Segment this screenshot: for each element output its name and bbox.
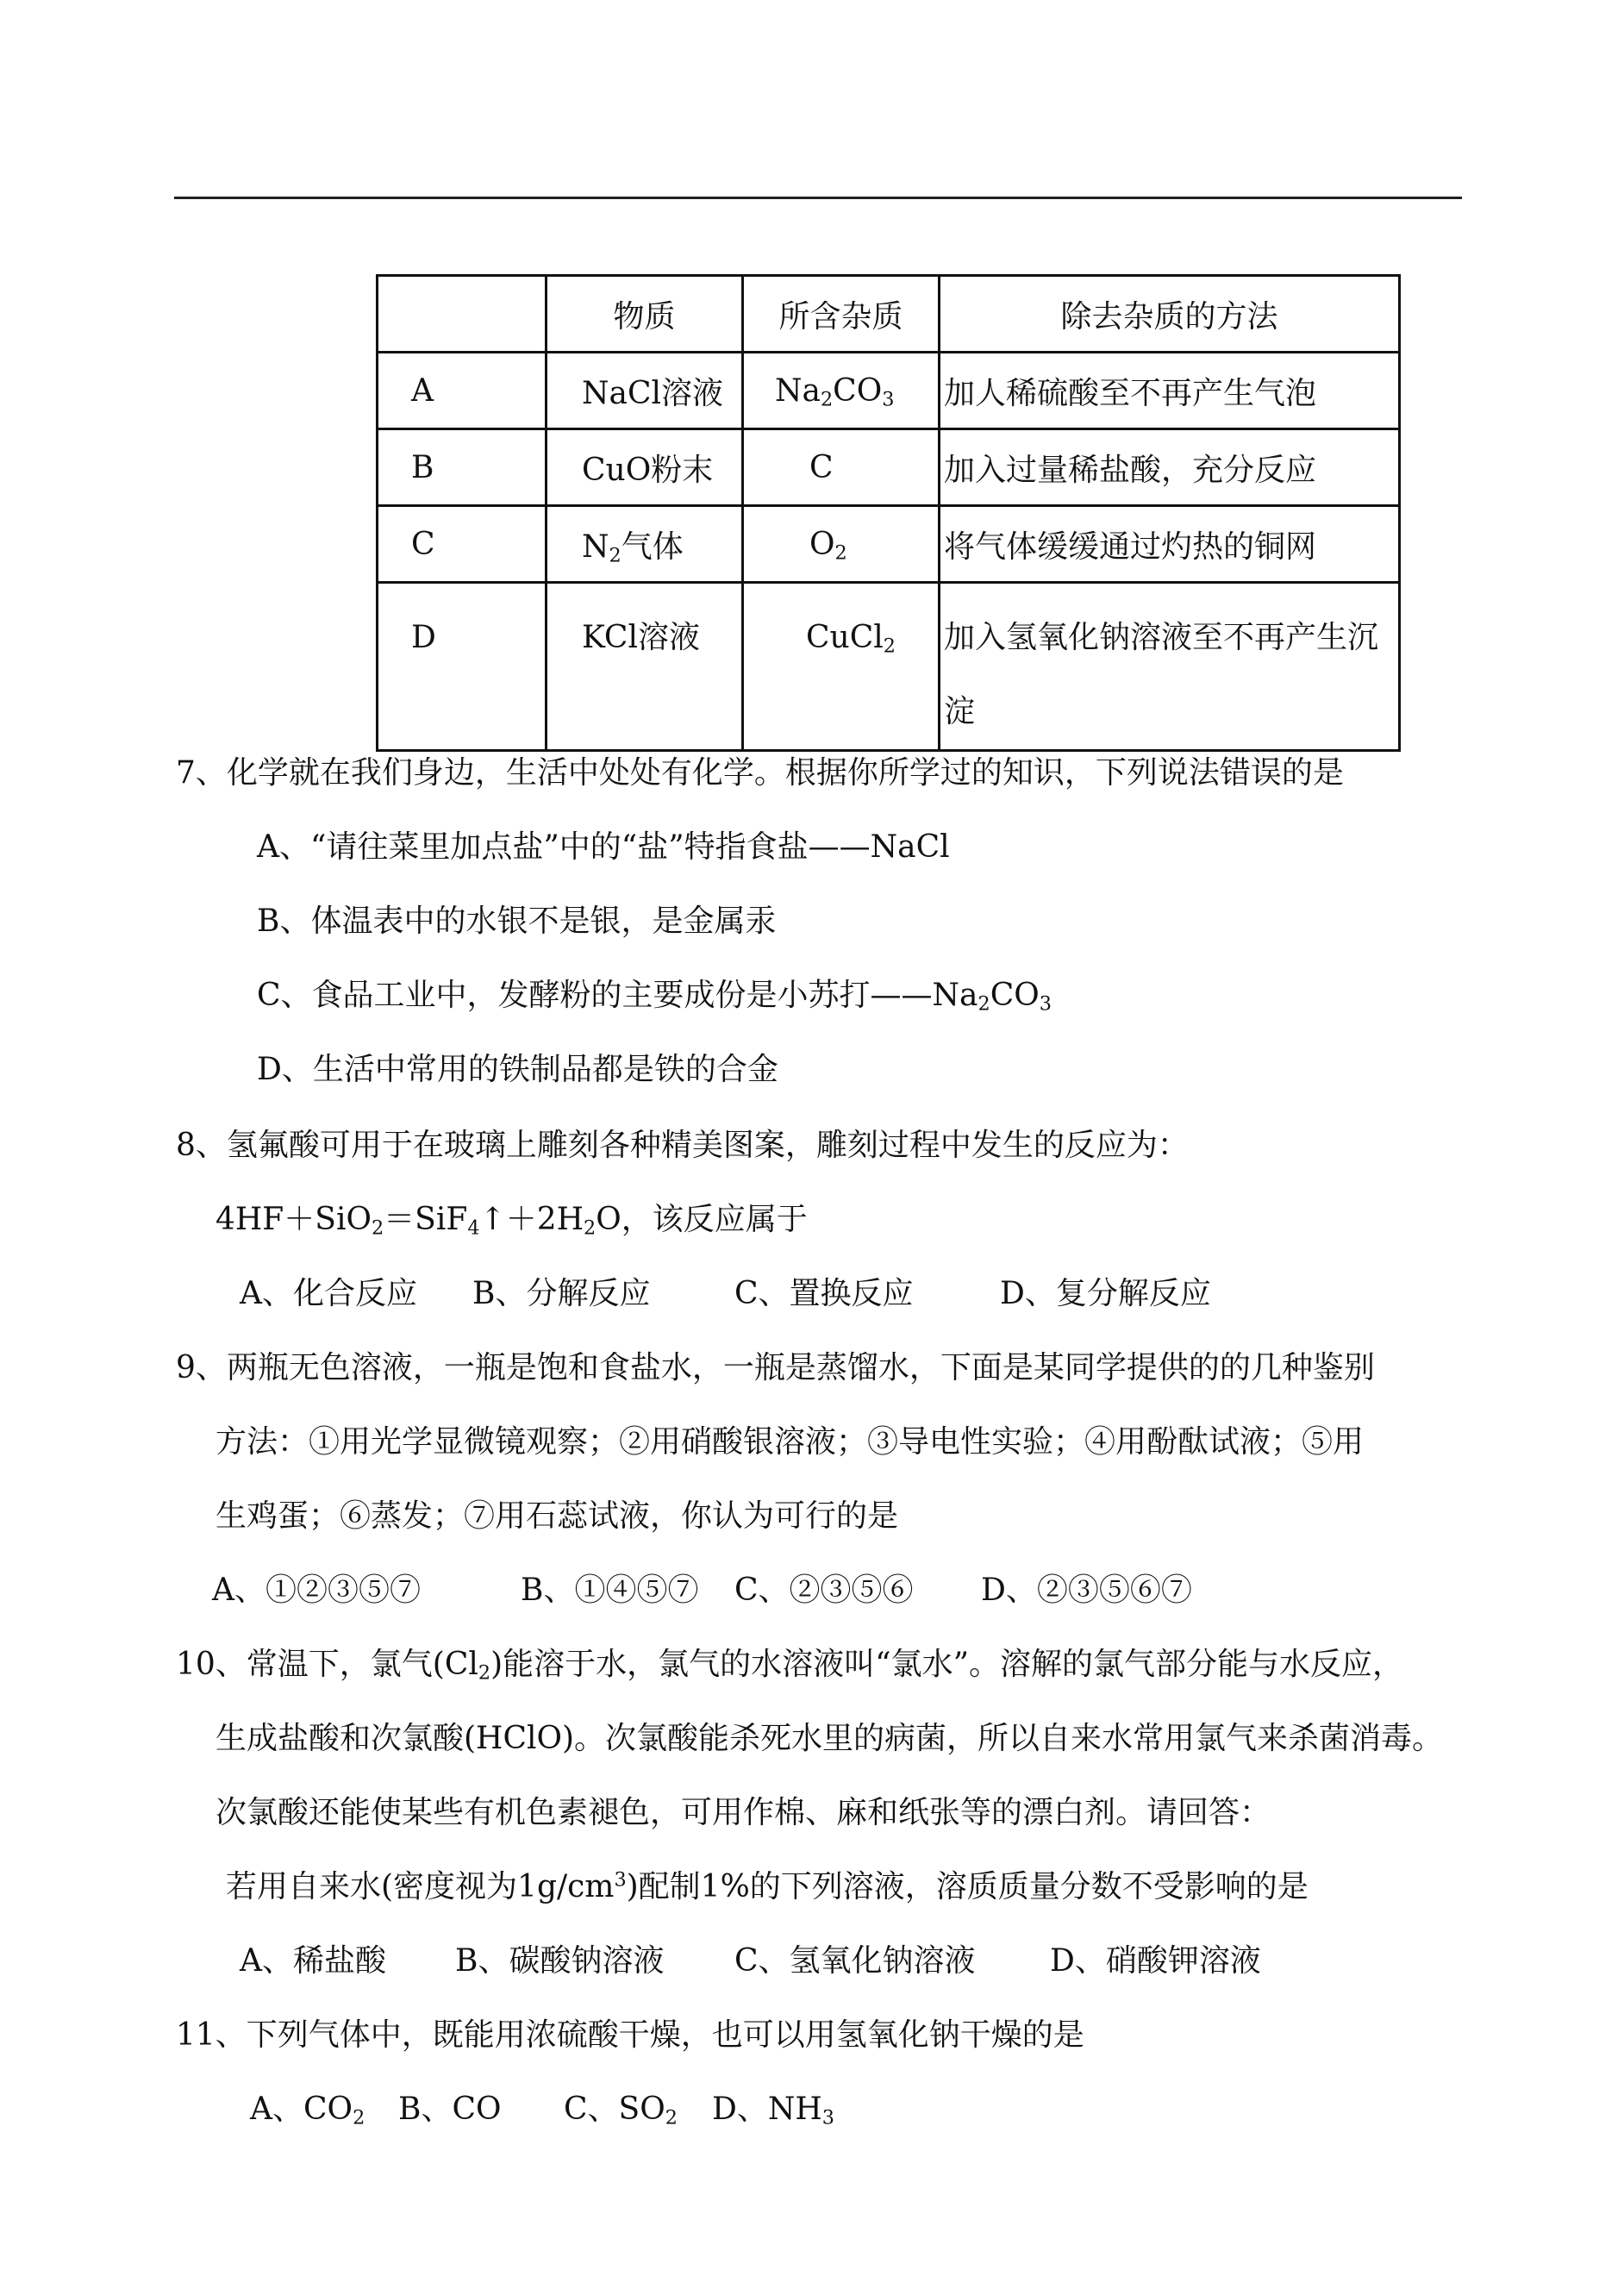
- cell-method: 加人稀硫酸至不再产生气泡: [940, 353, 1400, 429]
- header-impurity: 所含杂质: [743, 276, 940, 353]
- q10-option-d: D、硝酸钾溶液: [1050, 1943, 1261, 1979]
- q10-option-b: B、碳酸钠溶液: [455, 1943, 665, 1979]
- table-row: [378, 429, 1400, 506]
- q9-option-a: A、①②③⑤⑦: [212, 1573, 421, 1608]
- q10-line4: 若用自来水(密度视为$1g/cm^3$)配制1%的下列溶液，溶质质量分数不受影响的是: [226, 1868, 1309, 1904]
- row-label: D: [378, 583, 547, 751]
- q11-option-d: D、$NH_3$: [712, 2092, 834, 2129]
- q8-option-a: A、化合反应: [240, 1276, 417, 1311]
- cell-impurity: CuCl$_2$: [743, 583, 940, 751]
- q7-option-a: A、“请往菜里加点盐”中的“盐”特指食盐——NaCl: [257, 829, 950, 865]
- q7-option-c: C、食品工业中，发酵粉的主要成份是小苏打$——Na_2CO_3$: [257, 978, 1052, 1016]
- cell-impurity: C: [743, 429, 940, 506]
- table-header-row: [378, 276, 1400, 353]
- cell-method: 加入过量稀盐酸，充分反应: [940, 429, 1400, 506]
- header-method: 除去杂质的方法: [940, 276, 1400, 353]
- cell-method: 将气体缓缓通过灼热的铜网: [940, 506, 1400, 583]
- q10-line3: 次氯酸还能使某些有机色素褪色，可用作棉、麻和纸张等的漂白剂。请回答：: [215, 1795, 1271, 1830]
- cell-impurity: $O_2$: [743, 506, 940, 583]
- q9-option-b: B、①④⑤⑦: [521, 1573, 699, 1608]
- q11-stem: 11、下列气体中，既能用浓硫酸干燥，也可以用氢氧化钠干燥的是: [176, 2017, 1084, 2053]
- cell-method: 加入氢氧化钠溶液至不再产生沉淀: [940, 583, 1400, 751]
- q7-option-d: D、生活中常用的铁制品都是铁的合金: [257, 1052, 778, 1087]
- q10-line2: 生成盐酸和次氯酸(HClO)。次氯酸能杀死水里的病菌，所以自来水常用氯气来杀菌消毒。: [215, 1721, 1444, 1756]
- q8-stem: 8、氢氟酸可用于在玻璃上雕刻各种精美图案，雕刻过程中发生的反应为：: [176, 1128, 1189, 1163]
- q9-option-c: C、②③⑤⑥: [734, 1573, 914, 1608]
- q10-option-a: A、稀盐酸: [240, 1943, 386, 1979]
- row-label: C: [378, 506, 547, 583]
- table-row: [378, 353, 1400, 429]
- q11-option-c: C、$SO_2$: [564, 2092, 678, 2129]
- row-label: B: [378, 429, 547, 506]
- q11-option-a: A、$CO_2$: [250, 2092, 365, 2129]
- q7-stem: 7、化学就在我们身边，生活中处处有化学。根据你所学过的知识，下列说法错误的是: [176, 755, 1344, 791]
- q9-stem-line2: 方法：①用光学显微镜观察；②用硝酸银溶液；③导电性实验；④用酚酞试液；⑤用: [215, 1424, 1365, 1460]
- header-substance: 物质: [547, 276, 743, 353]
- q9-stem-line1: 9、两瓶无色溶液，一瓶是饱和食盐水，一瓶是蒸馏水，下面是某同学提供的的几种鉴别: [176, 1350, 1375, 1385]
- q8-equation: $4HF+SiO_2=SiF_4↑+2H_2O$，该反应属于: [215, 1202, 808, 1240]
- q7-option-b: B、体温表中的水银不是银，是金属汞: [257, 904, 777, 939]
- q10-option-c: C、氢氧化钠溶液: [734, 1943, 976, 1979]
- q8-option-c: C、置换反应: [734, 1276, 914, 1311]
- cell-substance: NaCl溶液: [547, 353, 743, 429]
- q9-option-d: D、②③⑤⑥⑦: [981, 1573, 1192, 1608]
- cell-impurity: $Na_2CO_3$: [743, 353, 940, 429]
- q10-line1: 10、常温下，氯气$(Cl_2)$能溶于水，氯气的水溶液叫“氯水”。溶解的氯气部分能与水反应，: [176, 1647, 1403, 1685]
- table-row: [378, 506, 1400, 583]
- cell-substance: CuO粉末: [547, 429, 743, 506]
- cell-substance: KCl溶液: [547, 583, 743, 751]
- impurity-table: [376, 274, 1401, 752]
- header-rule: [174, 197, 1462, 199]
- q11-option-b: B、CO: [398, 2092, 502, 2127]
- q8-option-b: B、分解反应: [472, 1276, 651, 1311]
- header-blank: [378, 276, 547, 353]
- q9-stem-line3: 生鸡蛋；⑥蒸发；⑦用石蕊试液，你认为可行的是: [215, 1498, 899, 1534]
- q8-option-d: D、复分解反应: [1000, 1276, 1211, 1311]
- table-row: [378, 583, 1400, 751]
- cell-substance: $N_2$气体: [547, 506, 743, 583]
- row-label: A: [378, 353, 547, 429]
